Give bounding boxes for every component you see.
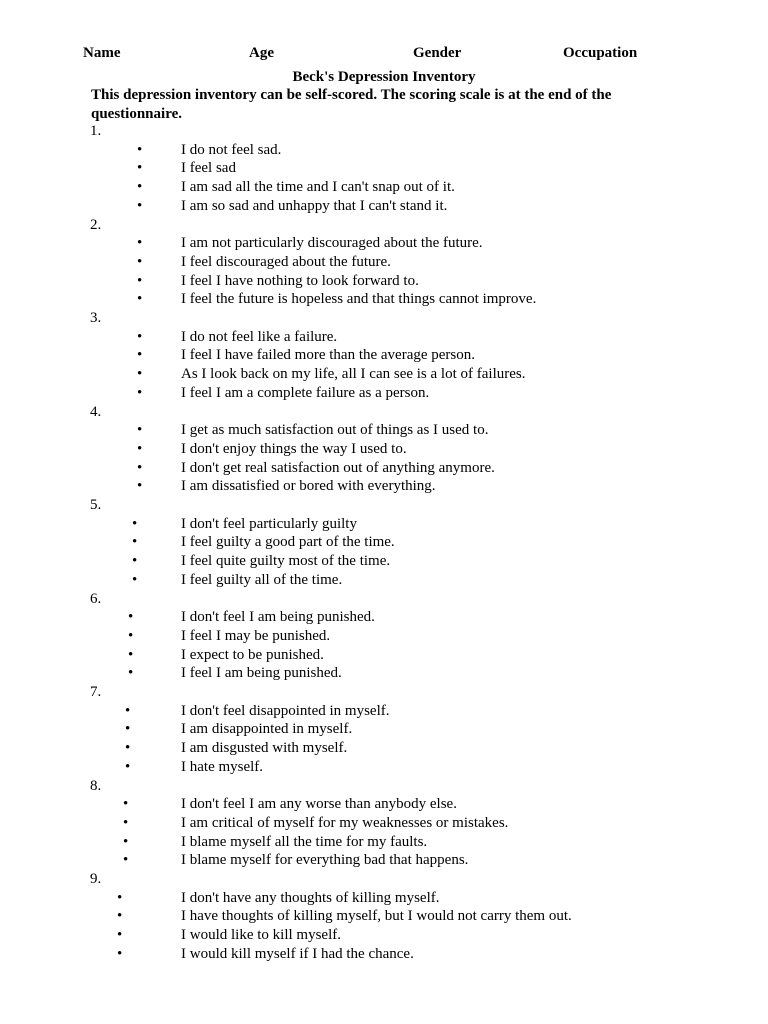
answer-option-text: I feel discouraged about the future. (181, 253, 391, 270)
answer-option-text: I feel I am being punished. (181, 665, 342, 682)
answer-option (0, 421, 768, 439)
answer-option-text: I feel I may be punished. (181, 627, 331, 644)
bullet-icon: • (125, 740, 131, 757)
answer-option (0, 290, 768, 308)
answer-option-text: I would like to kill myself. (181, 927, 341, 944)
answer-option (0, 627, 768, 645)
answer-option (0, 459, 768, 477)
answer-option-text: I am disappointed in myself. (181, 721, 353, 738)
question-number: 5. (90, 497, 102, 513)
answer-option (0, 253, 768, 271)
answer-option-text: I am critical of myself for my weaknesses or mistakes. (181, 814, 509, 831)
answer-option (0, 664, 768, 682)
bullet-icon: • (137, 179, 143, 196)
answer-option (0, 384, 768, 402)
bullet-icon: • (137, 384, 143, 401)
answer-option-text: I am sad all the time and I can't snap out of it. (181, 179, 455, 196)
answer-option-text: I am disgusted with myself. (181, 740, 348, 757)
answer-option (0, 646, 768, 664)
bullet-icon: • (137, 291, 143, 308)
answer-option (0, 889, 768, 907)
name-label: Name (83, 45, 121, 61)
bullet-icon: • (125, 702, 131, 719)
answer-option (0, 533, 768, 551)
answer-option-text: I don't get real satisfaction out of anything anymore. (181, 459, 495, 476)
answer-option (0, 178, 768, 196)
answer-option-text: I feel guilty a good part of the time. (181, 534, 395, 551)
answer-option-text: I don't feel disappointed in myself. (181, 702, 390, 719)
answer-option (0, 795, 768, 813)
answer-option (0, 552, 768, 570)
answer-option (0, 328, 768, 346)
answer-option (0, 159, 768, 177)
answer-option (0, 926, 768, 944)
bullet-icon: • (137, 478, 143, 495)
bullet-icon: • (123, 852, 129, 869)
gender-label: Gender (413, 45, 462, 61)
answer-option (0, 477, 768, 495)
bullet-icon: • (137, 459, 143, 476)
bullet-icon: • (137, 253, 143, 270)
answer-option (0, 197, 768, 215)
answer-option-text: I feel the future is hopeless and that things cannot improve. (181, 291, 537, 308)
answer-option-text: As I look back on my life, all I can see is a lot of failures. (181, 366, 526, 383)
answer-option-text: I don't enjoy things the way I used to. (181, 440, 407, 457)
question-number: 4. (90, 403, 102, 420)
bullet-icon: • (137, 347, 143, 364)
answer-option (0, 272, 768, 290)
bullet-icon: • (137, 366, 143, 383)
age-label: Age (249, 45, 274, 61)
bullet-icon: • (128, 646, 134, 663)
answer-option-text: I feel I am a complete failure as a person. (181, 384, 430, 401)
answer-option (0, 758, 768, 776)
answer-option (0, 440, 768, 458)
answer-option-text: I am not particularly discouraged about the future. (181, 235, 483, 252)
bullet-icon: • (132, 515, 138, 532)
answer-option-text: I feel quite guilty most of the time. (181, 553, 391, 570)
bullet-icon: • (117, 927, 123, 944)
answer-option-text: I have thoughts of killing myself, but I would not carry them out. (181, 908, 572, 925)
bullet-icon: • (137, 160, 143, 177)
answer-option-text: I get as much satisfaction out of things as I used to. (181, 422, 489, 439)
question-number: 3. (90, 310, 102, 326)
question-number: 1. (90, 123, 102, 139)
answer-option-text: I don't feel I am being punished. (181, 609, 375, 626)
answer-option (0, 851, 768, 869)
question-number: 2. (90, 216, 102, 233)
answer-option (0, 833, 768, 851)
respondent-header (0, 45, 768, 65)
bullet-icon: • (132, 534, 138, 551)
answer-option (0, 739, 768, 757)
bullet-icon: • (137, 235, 143, 252)
answer-option-text: I don't feel particularly guilty (181, 515, 357, 532)
answer-option-text: I blame myself for everything bad that happens. (181, 852, 469, 869)
bullet-icon: • (123, 833, 129, 850)
answer-option-text: I would kill myself if I had the chance. (181, 945, 414, 962)
bullet-icon: • (125, 721, 131, 738)
answer-option-text: I blame myself all the time for my faults. (181, 833, 428, 850)
answer-option-text: I am dissatisfied or bored with everything. (181, 478, 436, 495)
bullet-icon: • (123, 814, 129, 831)
bullet-icon: • (132, 571, 138, 588)
occupation-label: Occupation (563, 45, 638, 61)
bullet-icon: • (117, 945, 123, 962)
answer-option-text: I don't have any thoughts of killing myself. (181, 889, 440, 906)
bullet-icon: • (137, 272, 143, 289)
answer-option-text: I feel I have failed more than the average person. (181, 347, 476, 364)
answer-option-text: I feel guilty all of the time. (181, 571, 343, 588)
answer-option-text: I am so sad and unhappy that I can't stand it. (181, 197, 448, 214)
answer-option-text: I feel sad (181, 160, 236, 177)
bullet-icon: • (137, 141, 143, 158)
bullet-icon: • (137, 422, 143, 439)
answer-option-text: I hate myself. (181, 758, 264, 775)
question-number: 6. (90, 590, 102, 607)
bullet-icon: • (128, 609, 134, 626)
answer-option-text: I feel I have nothing to look forward to. (181, 272, 419, 289)
answer-option (0, 907, 768, 925)
answer-option (0, 515, 768, 533)
document-title: Beck's Depression Inventory (292, 69, 476, 85)
answer-option-text: I don't feel I am any worse than anybody else. (181, 796, 457, 813)
bullet-icon: • (117, 908, 123, 925)
bullet-icon: • (125, 758, 131, 775)
answer-option (0, 702, 768, 720)
answer-option (0, 720, 768, 738)
answer-option-text: I do not feel sad. (181, 141, 282, 158)
answer-option (0, 234, 768, 252)
answer-option (0, 814, 768, 832)
bullet-icon: • (128, 627, 134, 644)
bullet-icon: • (137, 440, 143, 457)
bullet-icon: • (123, 796, 129, 813)
answer-option (0, 365, 768, 383)
answer-option (0, 141, 768, 159)
bullet-icon: • (137, 328, 143, 345)
answer-option (0, 346, 768, 364)
bullet-icon: • (117, 889, 123, 906)
answer-option (0, 571, 768, 589)
bullet-icon: • (128, 665, 134, 682)
question-number: 9. (90, 871, 102, 887)
answer-option (0, 608, 768, 626)
question-number: 8. (90, 777, 102, 794)
answer-option-text: I expect to be punished. (181, 646, 324, 663)
intro-text: This depression inventory can be self-scored. The scoring scale is at the end of the questionnaire. (91, 87, 612, 122)
bullet-icon: • (137, 197, 143, 214)
answer-option-text: I do not feel like a failure. (181, 328, 338, 345)
question-number: 7. (90, 684, 102, 700)
answer-option (0, 945, 768, 963)
bullet-icon: • (132, 553, 138, 570)
